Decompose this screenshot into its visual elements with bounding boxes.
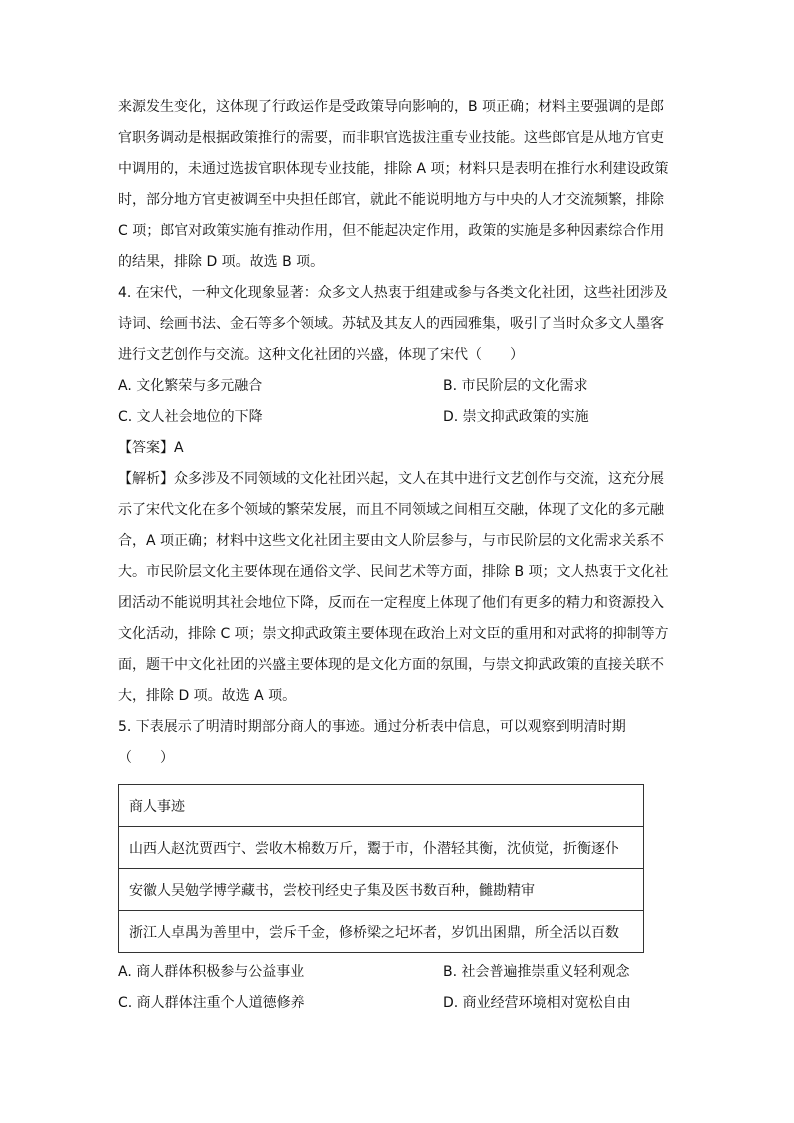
document-page <box>118 92 678 1019</box>
table-row <box>119 785 644 827</box>
option-b: B. 社会普遍推崇重义轻利观念 <box>443 964 630 980</box>
table-cell: 浙江人卓禺为善里中，尝斥千金，修桥梁之圮坏者，岁饥出囷鼎，所全活以百数 <box>119 911 644 953</box>
text-line: 5. 下表展示了明清时期部分商人的事迹。通过分析表中信息，可以观察到明清时期 <box>118 719 626 735</box>
text-line: 4. 在宋代，一种文化现象显著：众多文人热衷于组建或参与各类文化社团，这些社团涉及 <box>118 285 668 301</box>
option-d: D. 崇文抑武政策的实施 <box>443 409 589 425</box>
text-line: 进行文艺创作与交流。这种文化社团的兴盛，体现了宋代（ ） <box>118 347 524 363</box>
text-line: 官职务调动是根据政策推行的需要，而非职官选拔注重专业技能。这些郎官是从地方官吏 <box>118 130 664 146</box>
previous-analysis-continuation <box>118 92 678 278</box>
table-row <box>119 827 644 869</box>
text-line: 【解析】众多涉及不同领域的文化社团兴起，文人在其中进行文艺创作与交流，这充分展 <box>118 471 664 487</box>
question-4-answer: 【答案】A <box>118 440 184 456</box>
text-line: 的结果，排除 D 项。故选 B 项。 <box>118 254 325 270</box>
text-line: 诗词、绘画书法、金石等多个领域。苏轼及其友人的西园雅集，吸引了当时众多文人墨客 <box>118 316 664 332</box>
table-row <box>119 869 644 911</box>
option-d: D. 商业经营环境相对宽松自由 <box>443 995 631 1011</box>
text-line: 面，题干中文化社团的兴盛主要体现的是文化方面的氛围，与崇文抑武政策的直接关联不 <box>118 657 664 673</box>
table-cell: 安徽人吴勉学博学藏书，尝校刊经史子集及医书数百种，雠勘精审 <box>119 869 644 911</box>
text-line: 中调用的，未通过选拔官职体现专业技能，排除 A 项；材料只是表明在推行水利建设政策 <box>118 161 669 177</box>
text-line: 大。市民阶层文化主要体现在通俗文学、民间艺术等方面，排除 B 项；文人热衷于文化社 <box>118 564 669 580</box>
text-line: 合，A 项正确；材料中这些文化社团主要由文人阶层参与，与市民阶层的文化需求关系不 <box>118 533 665 549</box>
table-row <box>119 911 644 953</box>
question-4-options <box>118 371 678 433</box>
question-4-analysis <box>118 464 678 712</box>
text-line: （ ） <box>118 750 174 766</box>
question-5-options <box>118 957 678 1019</box>
text-line: 示了宋代文化在多个领域的繁荣发展，而且不同领域之间相互交融，体现了文化的多元融 <box>118 502 664 518</box>
table-cell: 山西人赵沈贾西宁、尝收木棉数万斤，鬻于市，仆潜轻其衡，沈侦觉，折衡逐仆 <box>119 827 644 869</box>
text-line: 时，部分地方官吏被调至中央担任郎官，就此不能说明地方与中央的人才交流频繁，排除 <box>118 192 664 208</box>
question-5-stem <box>118 712 678 774</box>
option-a: A. 商人群体积极参与公益事业 <box>118 964 305 980</box>
text-line: 来源发生变化，这体现了行政运作是受政策导向影响的，B 项正确；材料主要强调的是郎 <box>118 99 665 115</box>
text-line: 大，排除 D 项。故选 A 项。 <box>118 688 297 704</box>
option-c: C. 文人社会地位的下降 <box>118 409 263 425</box>
text-line: 团活动不能说明其社会地位下降，反而在一定程度上体现了他们有更多的精力和资源投入 <box>118 595 664 611</box>
text-line: C 项；郎官对政策实施有推动作用，但不能起决定作用，政策的实施是多种因素综合作用 <box>118 223 665 239</box>
question-4-stem <box>118 278 678 371</box>
table-header-cell: 商人事迹 <box>119 785 644 827</box>
merchant-deeds-table <box>118 784 644 953</box>
text-line: 文化活动，排除 C 项；崇文抑武政策主要体现在政治上对文臣的重用和对武将的抑制等方 <box>118 626 669 642</box>
option-c: C. 商人群体注重个人道德修养 <box>118 995 305 1011</box>
option-a: A. 文化繁荣与多元融合 <box>118 378 263 394</box>
option-b: B. 市民阶层的文化需求 <box>443 378 588 394</box>
